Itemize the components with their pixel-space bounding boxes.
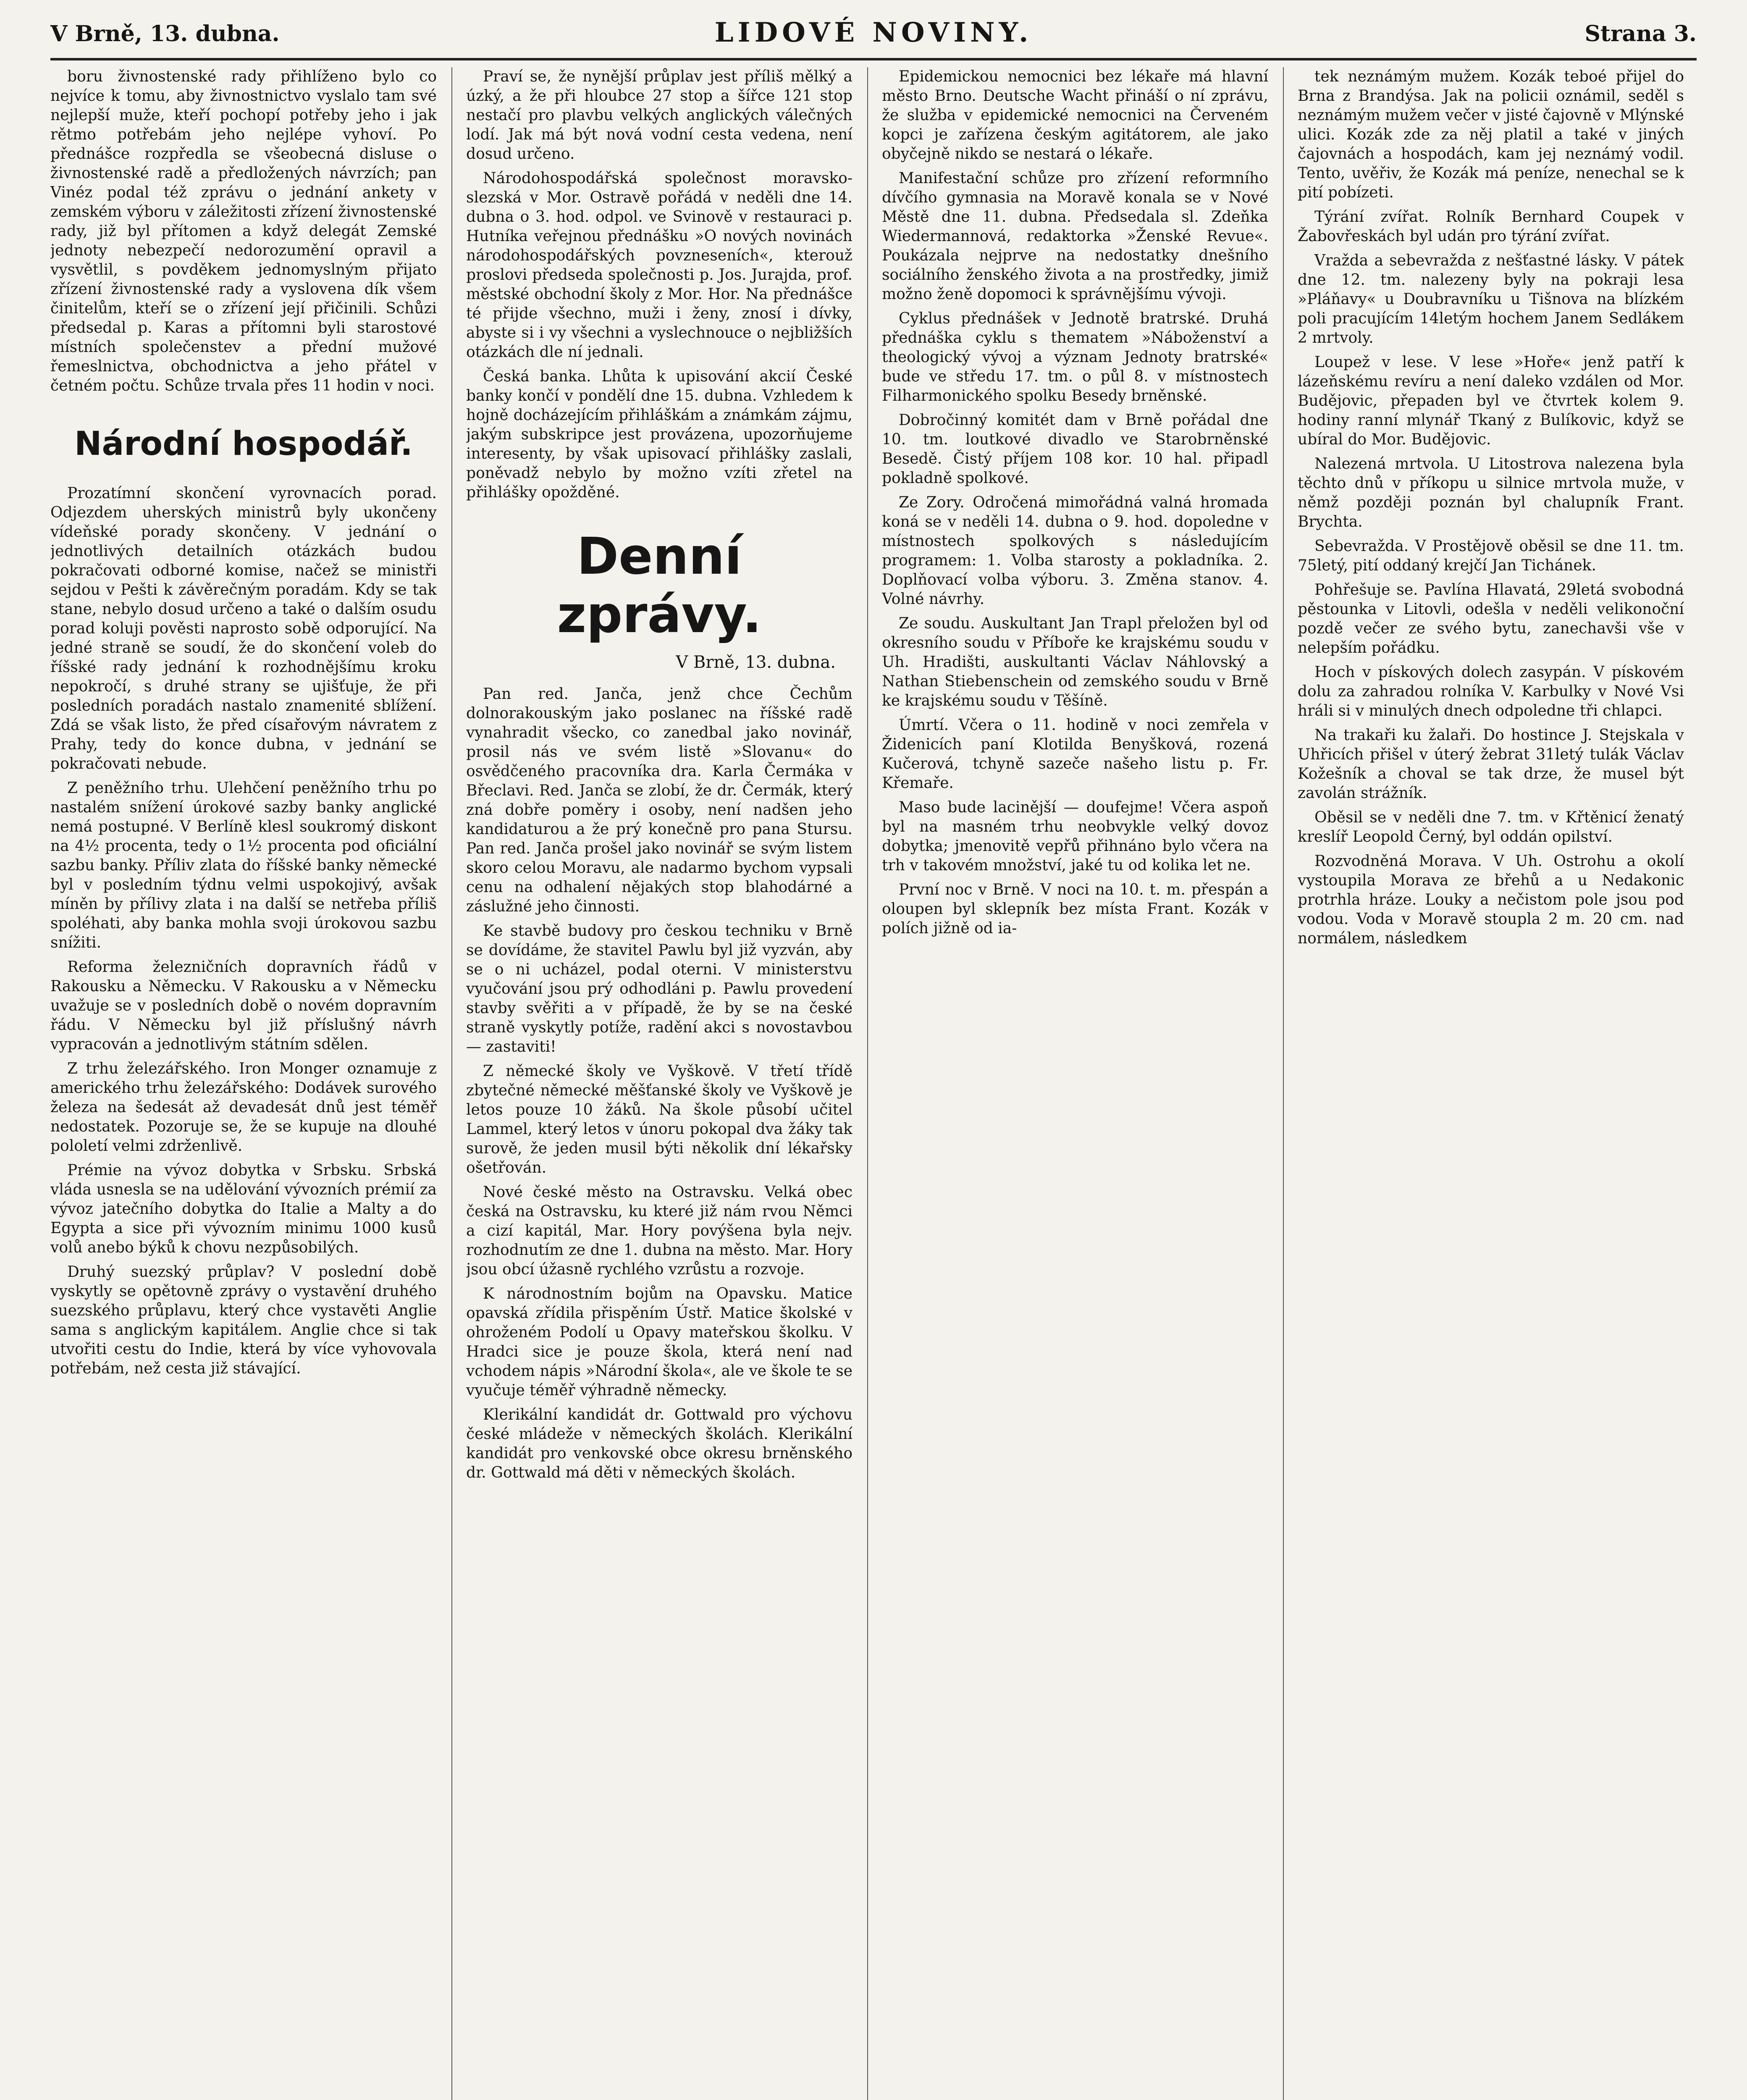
- article-text: Cyklus přednášek v Jednotě bratrské. Druhá přednáška cyklu s thematem »Náboženství a theologický vývoj a význam Jednoty bratrské« bude ve středu 17. tm. o půl 8. v místnostech Filharmonického spolku Besedy brněnské.: [882, 310, 1268, 404]
- article-text: Druhý suezský průplav? V poslední době vyskytly se opětovně zprávy o vystavění druhého suezského průplavu, který chce vystavěti Anglie sama s anglickým kapitálem. Anglie chce si tak utvořiti cestu do Indie, která by více vyhovovala potřebám, než cesta již stávající.: [50, 1263, 437, 1377]
- column-divider: [1283, 67, 1284, 2100]
- article-text: Maso bude lacinější — doufejme! Včera aspoň byl na masném trhu neobvykle velký dovoz dobytka; jmenovitě vepřů přihnáno bylo včera na trh v takovém množství, jaké tu od kolika let ne.: [882, 799, 1268, 874]
- article-text: Nové české město na Ostravsku. Velká obec česká na Ostravsku, ku které již nám rvou Němci a cizí kapitál, Mar. Hory povýšena byla nejv. rozhodnutím ze dne 1. dubna na město. Mar. Hory jsou obcí úžasně rychlého vzrůstu a rozvoje.: [466, 1184, 853, 1278]
- article-text: Česká banka. Lhůta k upisování akcií České banky končí v pondělí dne 15. dubna. Vzhledem k hojně docházejícím přihláškám a známkám zájmu, jakým subskripce jest provázena, upozorňujeme interesenty, by však upisovací přihlášky zaslali, poněvadž nebylo by možno vzíti zřetel na přihlášky opožděné.: [466, 368, 853, 501]
- article-text: Reforma železničních dopravních řádů v Rakousku a Německu. V Rakousku a v Německu uvažuje se v posledních době o novém dopravním řádu. V Německu byl již příslušný návrh vypracován a jednotlivým státním sdělen.: [50, 958, 437, 1053]
- article-text: Rozvodněná Morava. V Uh. Ostrohu a okolí vystoupila Morava ze břehů a u Nedakonic protrhla hráze. Louky a nečistom pole jsou pod vodou. Voda v Moravě stoupla 2 m. 20 cm. nad normálem, následkem: [1298, 853, 1684, 947]
- article-text: tek neznámým mužem. Kozák teboé přijel do Brna z Brandýsa. Jak na policii oznámil, seděl s neznámým mužem večer v jisté čajovně v Mlýnské ulici. Kozák zde za něj platil a také v jiných čajovnách a hospodách, kam jej neznámý vodil. Tento, uvěřiv, že Kozák má peníze, nenechal se k pití pobízeti.: [1298, 68, 1684, 201]
- column-4: [1298, 67, 1684, 2100]
- article-text: Úmrtí. Včera o 11. hodině v noci zemřela v Židenicích paní Klotilda Benyšková, rozená Kučerová, tchyně sazeče našeho listu p. Fr. Křemaře.: [882, 717, 1268, 792]
- article-text: Z trhu železářského. Iron Monger oznamuje z amerického trhu železářského: Dodávek surového železa na šedesát až devadesát dnů jest téměř nedostatek. Pozoruje se, že se kupuje na dlouhé pololetí velmi zdrženlivě.: [50, 1060, 437, 1155]
- article-text: Epidemickou nemocnici bez lékaře má hlavní město Brno. Deutsche Wacht přináší o ní zprávu, že služba v epidemické nemocnici na Červeném kopci je zařízena českým agitátorem, ale jako obyčejně nikdo se nestará o lékaře.: [882, 68, 1268, 163]
- column-1: [50, 67, 437, 2100]
- header-rule: [50, 58, 1697, 60]
- column-3: [882, 67, 1268, 2100]
- article-text: Ze Zory. Odročená mimořádná valná hromada koná se v neděli 14. dubna o 9. hod. dopoledne v místnostech spolkových s následujícím programem: 1. Volba starosty a pokladníka. 2. Doplňovací volba výboru. 3. Změna stanov. 4. Volné návrhy.: [882, 494, 1268, 608]
- article-text: Ze soudu. Auskultant Jan Trapl přeložen byl od okresního soudu v Příboře ke krajskému soudu v Uh. Hradišti, auskultanti Václav Náhlovský a Nathan Stiebenschein od zemského soudu v Brně ke krajskému soudu v Těšíně.: [882, 615, 1268, 709]
- column-2: [466, 67, 853, 2100]
- article-text: K národnostním bojům na Opavsku. Matice opavská zřídila přispěním Ústř. Matice školské v ohroženém Podolí u Opavy mateřskou školku. V Hradci sice je pouze škola, která není nad vchodem nápis »Národní škola«, ale ve škole te se vyučuje téměř výhradně německy.: [466, 1285, 853, 1399]
- article-text: Z peněžního trhu. Ulehčení peněžního trhu po nastalém snížení úrokové sazby banky anglické nemá postupné. V Berlíně klesl soukromý diskont na 4½ procenta, tedy o 1½ procenta pod oficiální sazbu banky. Příliv zlata do říšské banky německé byl v posledním týdnu velmi uspokojivý, avšak míněn by přílivy zlata i na další se netřeba příliš spoléhati, aby banka mohla svoji úrokovou sazbu snížiti.: [50, 780, 437, 951]
- article-text: Sebevražda. V Prostějově oběsil se dne 11. tm. 75letý, pití oddaný krejčí Jan Tichánek.: [1298, 538, 1684, 574]
- dateline: V Brně, 13. dubna.: [676, 653, 836, 672]
- page-header: [50, 17, 1697, 55]
- article-text: Pohřešuje se. Pavlína Hlavatá, 29letá svobodná pěstounka v Litovli, odešla v neděli velikonoční pozdě večer ze svého bytu, zanechavši vše v nelepším pořádku.: [1298, 581, 1684, 656]
- article-text: Ke stavbě budovy pro českou techniku v Brně se dovídáme, že stavitel Pawlu byl již vyzván, aby se o ni ucházel, podal oterni. V ministerstvu vyučování jsou prý odhodláni p. Pawlu provedení stavby svěřiti a v případě, že by se na české straně vyskytly potíže, radění akci s novostavbou — zastaviti!: [466, 922, 853, 1055]
- article-text: Dobročinný komitét dam v Brně pořádal dne 10. tm. loutkové divadlo ve Starobrněnské Besedě. Čistý příjem 108 kor. 10 hal. připadl pokladně spolkové.: [882, 412, 1268, 487]
- section-heading-daily-news: Denní zprávy.: [557, 528, 762, 644]
- header-date: V Brně, 13. dubna.: [50, 21, 280, 47]
- article-text: Oběsil se v neděli dne 7. tm. v Křtěnicí ženatý kreslíř Leopold Černý, byl oddán opilství.: [1298, 809, 1684, 845]
- article-text: boru živnostenské rady přihlíženo bylo co nejvíce k tomu, aby živnostnictvo vyslalo tam své nejlepší muže, kteří pochopí potřeby jeho i jak rětmo potřebám jeho nejlépe vyhoví. Po přednášce rozpředla se všeobecná disluse o živnostenské radě a předložených návrzích; pan Vinéz podal též zprávu o jednání ankety v zemském výboru v záležitosti zřízení živnostenské rady, již byl přítomen a když delegát Zemské jednoty nebezpečí nedorozumění opravil a vysvětlil, s povděkem jednomyslným přijato zřízení živnostenské rady a vyslovena dík všem činitelům, kteří se o zřízení její přičinili. Schůzi předsedal p. Karas a přítomni byli starostové místních společenstev a přední mužové řemeslnictva, obchodnictva a jeho přátel v četném počtu. Schůze trvala přes 11 hodin v noci.: [50, 68, 437, 394]
- section-heading-economy: Národní hospodář.: [74, 425, 413, 463]
- article-text: Prémie na vývoz dobytka v Srbsku. Srbská vláda usnesla se na udělování vývozních prémií za vývoz jatečního dobytka do Italie a Malty a do Egypta a sice při vývozním minimu 1000 kusů volů anebo býků k chovu nezpůsobilých.: [50, 1162, 437, 1256]
- column-divider: [867, 67, 868, 2100]
- article-text: Manifestační schůze pro zřízení reformního dívčího gymnasia na Moravě konala se v Nové Městě dne 11. dubna. Předsedala sl. Zdeňka Wiedermannová, redaktorka »Ženské Revue«. Poukázala nejprve na nedostatky dnešního sociálního ženského života a na prostředky, jimiž možno ženě dopomoci k správnějšímu vývoji.: [882, 170, 1268, 303]
- page-number: Strana 3.: [1584, 21, 1697, 47]
- article-text: Prozatímní skončení vyrovnacích porad. Odjezdem uherských ministrů byly ukončeny vídeňské porady skončeny. V jednání o jednotlivých detailních otázkách budou pokračovati odborné komise, načež se ministři sejdou v Pešti k závěrečným poradám. Kdy se tak stane, nebylo dosud určeno a také o dalším osudu porad koluji pověsti naprosto sobě odporující. Na jedné straně se soudí, že do skončení voleb do říšské rady jednání k rozhodnějšímu kroku nepokročí, s druhé strany se ujišťuje, že při posledních poradách nastalo znamenité sblížení. Zdá se však listo, že před císařovým návratem z Prahy, tedy do konce dubna, v jednání se pokračovati nebude.: [50, 485, 437, 772]
- article-text: Vražda a sebevražda z nešťastné lásky. V pátek dne 12. tm. nalezeny byly na pokraji lesa »Pláňavy« u Doubravníku u Tišnova na blízkém poli pracujícím 14letým hochem Janem Sedlákem 2 mrtvoly.: [1298, 252, 1684, 346]
- article-text: Týrání zvířat. Rolník Bernhard Coupek v Žabovřeskách byl udán pro týrání zvířat.: [1298, 208, 1684, 245]
- article-text: Pan red. Janča, jenž chce Čechům dolnorakouským jako poslanec na říšské radě vynahradit všecko, co zanedbal jako novinář, prosil nás ve svém listě »Slovanu« do osvědčeného pracovníka dra. Karla Čermáka v Břeclavi. Red. Janča se zlobí, že dr. Čermák, který zná dobře poměry i osoby, není nadšen jeho kandidaturou a že prý konečně pro pana Stursu. Pan red. Janča prošel jako novinář se svým listem skoro celou Moravu, ale nadarmo bychom vypsali cenu na odhalení nějakých stop blahodárné a záslužné jeho činnosti.: [466, 685, 853, 915]
- column-divider: [451, 67, 452, 2100]
- article-text: Hoch v pískových dolech zasypán. V pískovém dolu za zahradou rolníka V. Karbulky v Nové Vsi hráli si v minulých dnech odpoledne tři chlapci.: [1298, 664, 1684, 719]
- masthead: LIDOVÉ NOVINY.: [714, 17, 1033, 48]
- article-text: Na trakaři ku žalaři. Do hostince J. Stejskala v Uhřicích přišel v úterý žebrat 31letý tulák Václav Kožešník a choval se tak drze, že musel být zavolán strážník.: [1298, 727, 1684, 802]
- article-text: Z německé školy ve Vyškově. V třetí třídě zbytečné německé měšťanské školy ve Vyškově je letos pouze 10 žáků. Na škole působí učitel Lammel, který letos v únoru pokopal dva žáky tak surově, že jeden musil býti několik dní lékařsky ošetřován.: [466, 1063, 853, 1176]
- article-text: Loupež v lese. V lese »Hoře« jenž patří k lázeňskému revíru a není daleko vzdálen od Mor. Budějovic, přepaden byl ve čtvrtek kolem 9. hodiny ranní mlynář Tkaný z Bulíkovic, když se ubíral do Mor. Budějovic.: [1298, 354, 1684, 448]
- article-text: Nalezená mrtvola. U Litostrova nalezena byla těchto dnů v příkopu u silnice mrtvola muže, v němž později poznán byl chalupník Frant. Brychta.: [1298, 455, 1684, 530]
- article-text: První noc v Brně. V noci na 10. t. m. přespán a oloupen byl sklepník bez místa Frant. Kozák v polích jižně od iа-: [882, 881, 1268, 937]
- article-text: Praví se, že nynější průplav jest příliš mělký a úzký, a že při hloubce 27 stop a šířce 121 stop nestačí pro plavbu velkých anglických válečných lodí. Jak má být nová vodní cesta vedena, není dosud určeno.: [466, 68, 853, 163]
- article-text: Klerikální kandidát dr. Gottwald pro výchovu české mládeže v německých školách. Klerikální kandidát pro venkovské obce okresu brněnského dr. Gottwald má děti v německých školách.: [466, 1406, 853, 1481]
- article-text: Národohospodářská společnost moravsko-slezská v Mor. Ostravě pořádá v neděli dne 14. dubna o 3. hod. odpol. ve Svinově v restauraci p. Hutníka veřejnou přednášku »O nových novinách národohospodářských povzneseních«, kterouž proslovi předseda společnosti p. Jos. Jurajda, prof. městské obchodní školy z Mor. Hor. Na přednášce té přijde všechno, muži i ženy, znosí i dívky, abyste si i vy všechni a vyslechnouce o nejbližších otázkách dle ní jednali.: [466, 170, 853, 361]
